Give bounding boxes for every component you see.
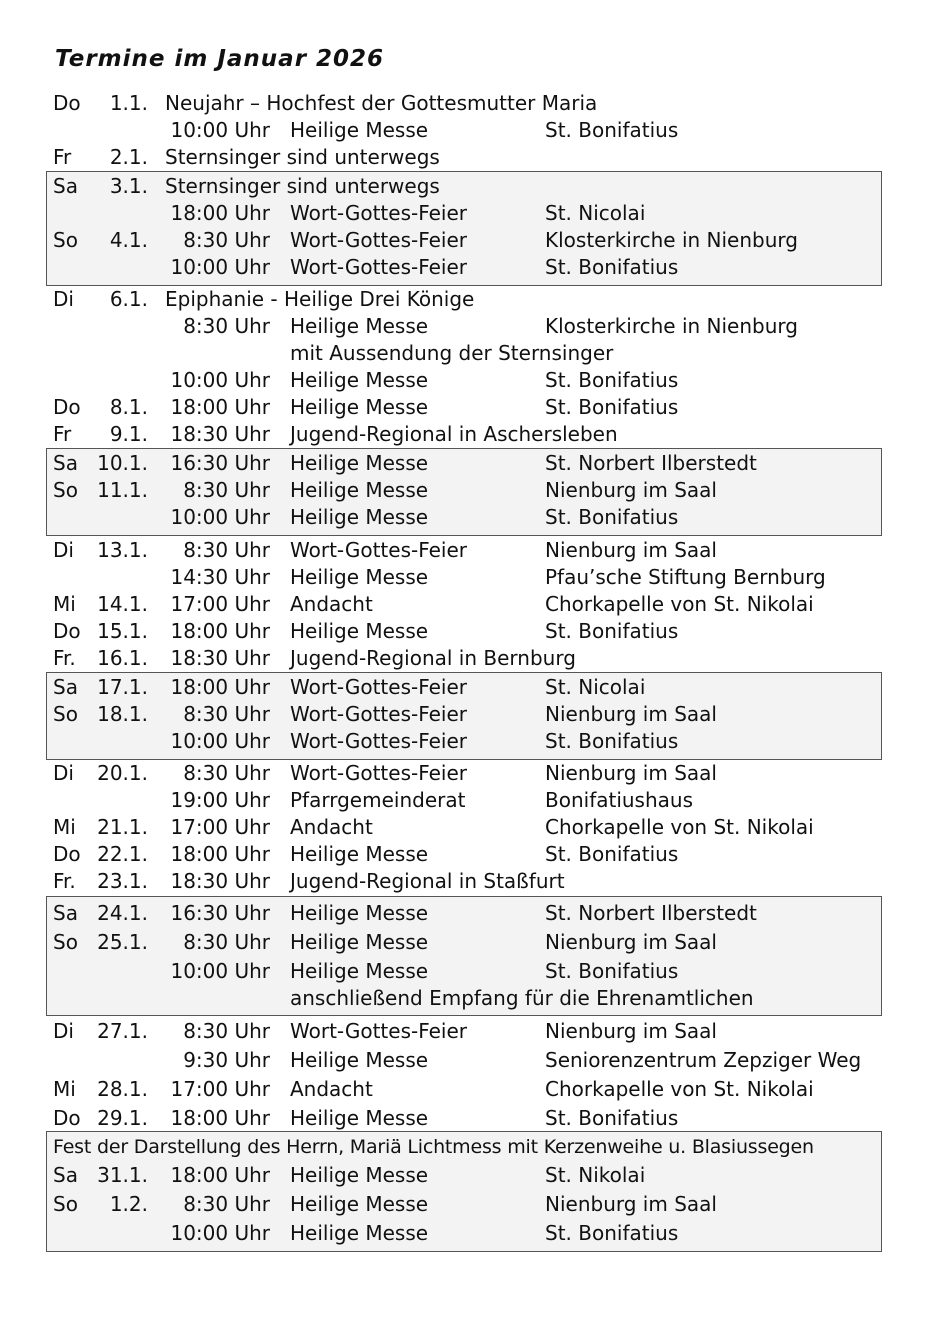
date-label: 10.1. <box>97 451 148 475</box>
day-label: So <box>53 1192 78 1216</box>
event-label: Andacht <box>290 815 373 839</box>
place-label: St. Bonifatius <box>545 959 679 983</box>
headline-label: Sternsinger sind unterwegs <box>165 174 440 198</box>
place-label: St. Bonifatius <box>545 1106 679 1130</box>
place-label: Bonifatiushaus <box>545 788 694 812</box>
time-label: 8:30 Uhr <box>183 1019 270 1043</box>
time-label: 8:30 Uhr <box>183 702 270 726</box>
place-label: St. Nicolai <box>545 675 646 699</box>
date-label: 16.1. <box>97 646 148 670</box>
time-label: 8:30 Uhr <box>183 538 270 562</box>
time-label: 10:00 Uhr <box>170 505 270 529</box>
time-label: 9:30 Uhr <box>183 1048 270 1072</box>
day-label: Mi <box>53 592 76 616</box>
schedule-row <box>0 450 930 477</box>
event-label: Wort-Gottes-Feier <box>290 201 468 225</box>
place-label: St. Bonifatius <box>545 395 679 419</box>
time-label: 14:30 Uhr <box>170 565 270 589</box>
event-label: Heilige Messe <box>290 842 429 866</box>
event-label: Heilige Messe <box>290 1106 429 1130</box>
schedule-row <box>0 313 930 340</box>
date-label: 28.1. <box>97 1077 148 1101</box>
time-label: 8:30 Uhr <box>183 761 270 785</box>
place-label: Nienburg im Saal <box>545 1192 717 1216</box>
event-label: Heilige Messe <box>290 505 429 529</box>
time-label: 18:00 Uhr <box>170 1163 270 1187</box>
place-label: St. Norbert Ilberstedt <box>545 451 757 475</box>
place-label: St. Nikolai <box>545 1163 646 1187</box>
time-label: 19:00 Uhr <box>170 788 270 812</box>
schedule-row <box>0 1105 930 1132</box>
place-label: St. Bonifatius <box>545 619 679 643</box>
event-label: Pfarrgemeinderat <box>290 788 466 812</box>
headline-label: Epiphanie - Heilige Drei Könige <box>165 287 475 311</box>
date-label: 11.1. <box>97 478 148 502</box>
schedule-row <box>0 537 930 564</box>
schedule-row <box>0 841 930 868</box>
place-label: Chorkapelle von St. Nikolai <box>545 815 814 839</box>
day-label: Mi <box>53 1077 76 1101</box>
schedule-row <box>0 144 930 171</box>
date-label: 14.1. <box>97 592 148 616</box>
schedule-row <box>0 286 930 313</box>
date-label: 3.1. <box>109 174 148 198</box>
schedule-row <box>0 1220 930 1247</box>
event-label: Heilige Messe <box>290 1048 429 1072</box>
schedule-row <box>0 117 930 144</box>
day-label: Di <box>53 761 74 785</box>
time-label: 18:00 Uhr <box>170 619 270 643</box>
schedule-row <box>0 477 930 504</box>
date-label: 15.1. <box>97 619 148 643</box>
date-label: 17.1. <box>97 675 148 699</box>
schedule-row <box>0 645 930 672</box>
date-label: 31.1. <box>97 1163 148 1187</box>
time-label: 8:30 Uhr <box>183 1192 270 1216</box>
day-label: Sa <box>53 675 78 699</box>
feast-heading: Fest der Darstellung des Herrn, Mariä Lichtmess mit Kerzenweihe u. Blasiussegen <box>53 1136 814 1158</box>
event-label: Wort-Gottes-Feier <box>290 255 468 279</box>
date-label: 13.1. <box>97 538 148 562</box>
event-label: Heilige Messe <box>290 314 429 338</box>
event-label: Heilige Messe <box>290 368 429 392</box>
day-label: Do <box>53 395 81 419</box>
place-label: St. Bonifatius <box>545 1221 679 1245</box>
page-title: Termine im Januar 2026 <box>55 46 385 72</box>
day-label: Sa <box>53 451 78 475</box>
event-label: Heilige Messe <box>290 118 429 142</box>
day-label: So <box>53 228 78 252</box>
place-label: St. Bonifatius <box>545 505 679 529</box>
date-label: 27.1. <box>97 1019 148 1043</box>
day-label: So <box>53 478 78 502</box>
schedule-row <box>0 254 930 281</box>
event-label: anschließend Empfang für die Ehrenamtlichen <box>290 986 754 1010</box>
schedule-row <box>0 760 930 787</box>
date-label: 6.1. <box>109 287 148 311</box>
time-label: 18:30 Uhr <box>170 646 270 670</box>
date-label: 29.1. <box>97 1106 148 1130</box>
date-label: 25.1. <box>97 930 148 954</box>
time-label: 10:00 Uhr <box>170 959 270 983</box>
place-label: Nienburg im Saal <box>545 1019 717 1043</box>
date-label: 24.1. <box>97 901 148 925</box>
schedule-row <box>0 173 930 200</box>
event-label: mit Aussendung der Sternsinger <box>290 341 614 365</box>
date-label: 2.1. <box>109 145 148 169</box>
event-label: Wort-Gottes-Feier <box>290 675 468 699</box>
time-label: 8:30 Uhr <box>183 930 270 954</box>
time-label: 10:00 Uhr <box>170 368 270 392</box>
event-label: Heilige Messe <box>290 959 429 983</box>
schedule-row <box>0 591 930 618</box>
day-label: Fr. <box>53 869 76 893</box>
day-label: So <box>53 930 78 954</box>
date-label: 9.1. <box>109 422 148 446</box>
place-label: Nienburg im Saal <box>545 761 717 785</box>
time-label: 18:00 Uhr <box>170 675 270 699</box>
place-label: Chorkapelle von St. Nikolai <box>545 592 814 616</box>
schedule-row <box>0 929 930 956</box>
time-label: 16:30 Uhr <box>170 451 270 475</box>
time-label: 18:00 Uhr <box>170 1106 270 1130</box>
place-label: Nienburg im Saal <box>545 930 717 954</box>
schedule-row <box>0 421 930 448</box>
event-label: Heilige Messe <box>290 478 429 502</box>
day-label: Sa <box>53 901 78 925</box>
event-label: Jugend-Regional in Aschersleben <box>290 422 618 446</box>
schedule-row <box>0 504 930 531</box>
event-label: Wort-Gottes-Feier <box>290 761 468 785</box>
place-label: Nienburg im Saal <box>545 478 717 502</box>
event-label: Heilige Messe <box>290 1221 429 1245</box>
date-label: 8.1. <box>109 395 148 419</box>
schedule-row <box>0 227 930 254</box>
time-label: 10:00 Uhr <box>170 118 270 142</box>
schedule-row <box>0 814 930 841</box>
time-label: 18:00 Uhr <box>170 201 270 225</box>
day-label: Fr. <box>53 646 76 670</box>
schedule-row <box>0 1076 930 1103</box>
date-label: 22.1. <box>97 842 148 866</box>
event-label: Andacht <box>290 592 373 616</box>
time-label: 18:00 Uhr <box>170 842 270 866</box>
schedule-row <box>0 200 930 227</box>
day-label: Fr <box>53 145 72 169</box>
event-label: Heilige Messe <box>290 565 429 589</box>
place-label: Klosterkirche in Nienburg <box>545 314 798 338</box>
place-label: St. Norbert Ilberstedt <box>545 901 757 925</box>
time-label: 17:00 Uhr <box>170 1077 270 1101</box>
time-label: 18:00 Uhr <box>170 395 270 419</box>
event-label: Jugend-Regional in Staßfurt <box>290 869 565 893</box>
place-label: St. Bonifatius <box>545 842 679 866</box>
place-label: Seniorenzentrum Zepziger Weg <box>545 1048 862 1072</box>
place-label: Pfau’sche Stiftung Bernburg <box>545 565 826 589</box>
time-label: 18:30 Uhr <box>170 422 270 446</box>
day-label: Sa <box>53 174 78 198</box>
schedule-row <box>0 701 930 728</box>
event-label: Heilige Messe <box>290 395 429 419</box>
time-label: 10:00 Uhr <box>170 729 270 753</box>
date-label: 1.2. <box>109 1192 148 1216</box>
event-label: Wort-Gottes-Feier <box>290 1019 468 1043</box>
time-label: 16:30 Uhr <box>170 901 270 925</box>
place-label: Nienburg im Saal <box>545 538 717 562</box>
schedule-row <box>0 618 930 645</box>
schedule-row <box>0 958 930 985</box>
day-label: Do <box>53 619 81 643</box>
schedule-row <box>0 564 930 591</box>
headline-label: Sternsinger sind unterwegs <box>165 145 440 169</box>
event-label: Heilige Messe <box>290 1163 429 1187</box>
day-label: So <box>53 702 78 726</box>
time-label: 10:00 Uhr <box>170 255 270 279</box>
schedule-row <box>0 787 930 814</box>
time-label: 17:00 Uhr <box>170 815 270 839</box>
time-label: 10:00 Uhr <box>170 1221 270 1245</box>
place-label: Klosterkirche in Nienburg <box>545 228 798 252</box>
date-label: 21.1. <box>97 815 148 839</box>
day-label: Do <box>53 1106 81 1130</box>
date-label: 18.1. <box>97 702 148 726</box>
event-label: Wort-Gottes-Feier <box>290 538 468 562</box>
place-label: St. Bonifatius <box>545 118 679 142</box>
time-label: 8:30 Uhr <box>183 228 270 252</box>
place-label: Nienburg im Saal <box>545 702 717 726</box>
schedule-row <box>0 90 930 117</box>
event-label: Heilige Messe <box>290 901 429 925</box>
schedule-row <box>0 1162 930 1189</box>
day-label: Di <box>53 1019 74 1043</box>
event-label: Andacht <box>290 1077 373 1101</box>
place-label: St. Bonifatius <box>545 368 679 392</box>
event-label: Wort-Gottes-Feier <box>290 228 468 252</box>
day-label: Di <box>53 538 74 562</box>
schedule-row <box>0 1047 930 1074</box>
event-label: Heilige Messe <box>290 619 429 643</box>
place-label: St. Nicolai <box>545 201 646 225</box>
time-label: 18:30 Uhr <box>170 869 270 893</box>
event-label: Heilige Messe <box>290 451 429 475</box>
schedule-row <box>0 1191 930 1218</box>
headline-label: Neujahr – Hochfest der Gottesmutter Maria <box>165 91 598 115</box>
event-label: Jugend-Regional in Bernburg <box>290 646 576 670</box>
place-label: Chorkapelle von St. Nikolai <box>545 1077 814 1101</box>
schedule-row <box>0 340 930 367</box>
schedule-row <box>0 674 930 701</box>
day-label: Do <box>53 842 81 866</box>
place-label: St. Bonifatius <box>545 255 679 279</box>
date-label: 1.1. <box>109 91 148 115</box>
schedule-row <box>0 728 930 755</box>
date-label: 4.1. <box>109 228 148 252</box>
day-label: Sa <box>53 1163 78 1187</box>
schedule-row <box>0 985 930 1012</box>
day-label: Do <box>53 91 81 115</box>
time-label: 8:30 Uhr <box>183 478 270 502</box>
date-label: 23.1. <box>97 869 148 893</box>
schedule-row <box>0 900 930 927</box>
day-label: Mi <box>53 815 76 839</box>
day-label: Fr <box>53 422 72 446</box>
event-label: Wort-Gottes-Feier <box>290 729 468 753</box>
date-label: 20.1. <box>97 761 148 785</box>
schedule-row <box>0 394 930 421</box>
time-label: 17:00 Uhr <box>170 592 270 616</box>
day-label: Di <box>53 287 74 311</box>
event-label: Heilige Messe <box>290 930 429 954</box>
event-label: Heilige Messe <box>290 1192 429 1216</box>
event-label: Wort-Gottes-Feier <box>290 702 468 726</box>
schedule-row <box>0 367 930 394</box>
schedule-row <box>0 1018 930 1045</box>
place-label: St. Bonifatius <box>545 729 679 753</box>
schedule-row <box>0 868 930 895</box>
time-label: 8:30 Uhr <box>183 314 270 338</box>
